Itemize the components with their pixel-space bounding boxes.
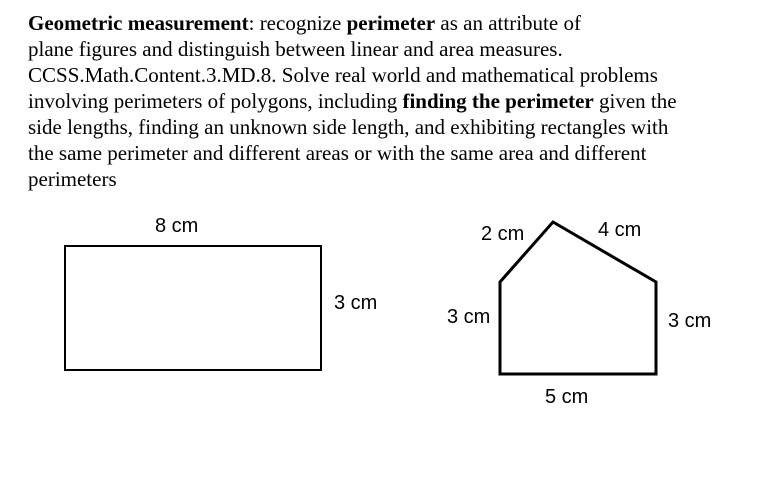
bold-term-perimeter: perimeter — [346, 11, 436, 35]
text-line-1: Geometric measurement: recognize perimeter as an attribute of — [28, 11, 581, 35]
pentagon-right-label: 3 cm — [668, 310, 712, 332]
bold-term-finding-the-perimeter: finding the perimeter — [402, 89, 594, 113]
pentagon-upper-left-label: 2 cm — [481, 223, 525, 245]
text-line-2: plane figures and distinguish between linear and area measures. — [28, 37, 563, 61]
bold-term-geometric-measurement: Geometric measurement — [28, 11, 249, 35]
pentagon-bottom-label: 5 cm — [545, 386, 589, 408]
text-line-5: side lengths, finding an unknown side length, and exhibiting rectangles with — [28, 115, 669, 139]
rectangle-right-label: 3 cm — [334, 292, 378, 314]
text-line-6: the same perimeter and different areas or with the same area and different — [28, 141, 647, 165]
pentagon-left-label: 3 cm — [447, 306, 491, 328]
rectangle-shape — [65, 246, 321, 370]
pentagon-figure — [447, 219, 711, 408]
rectangle-figure — [65, 215, 377, 370]
text-line-7: perimeters — [28, 167, 117, 191]
text-line-4: involving perimeters of polygons, including finding the perimeter given the — [28, 89, 677, 113]
text-line-3: CCSS.Math.Content.3.MD.8. Solve real world and mathematical problems — [28, 63, 658, 87]
rectangle-top-label: 8 cm — [155, 215, 199, 237]
pentagon-upper-right-label: 4 cm — [598, 219, 642, 241]
